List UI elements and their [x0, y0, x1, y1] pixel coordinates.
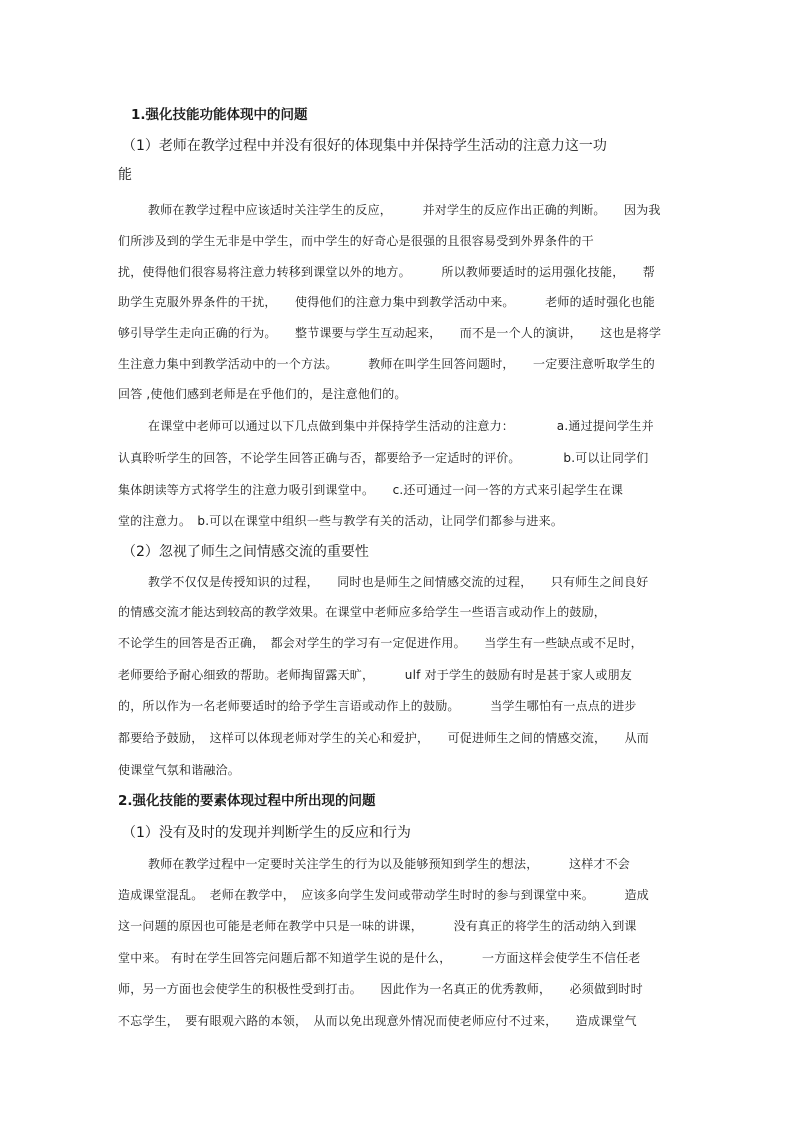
- paragraph-line: 老师要给予耐心细致的帮助。老师掏留露天旷， ulf 对于学生的鼓励有时是甚于家人或朋友: [118, 668, 632, 682]
- paragraph-line: 的，所以作为一名老师要适时的给予学生言语或动作上的鼓励。 当学生哪怕有一点点的进步: [118, 699, 637, 713]
- subsection-heading-1-2: （2）忽视了师生之间情感交流的重要性: [122, 544, 369, 560]
- section-heading-2: 2.强化技能的要素体现过程中所出现的问题: [118, 793, 376, 809]
- paragraph-line: 堂中来。 有时在学生回答完问题后都不知道学生说的是什么， 一方面这样会使学生不信任老: [118, 951, 641, 965]
- paragraph-line: 扰，使得他们很容易将注意力转移到课堂以外的地方。 所以教师要适时的运用强化技能， 帮: [118, 265, 656, 279]
- paragraph-line: 集体朗读等方式将学生的注意力吸引到课堂中。 c.还可通过一问一答的方式来引起学生在课: [118, 483, 624, 497]
- paragraph-line: 够引导学生走向正确的行为。 整节课要与学生互动起来， 而不是一个人的演讲， 这也是将学: [118, 326, 662, 340]
- paragraph-line: 助学生克服外界条件的干扰， 使得他们的注意力集中到教学活动中来。 老师的适时强化也能: [118, 295, 656, 309]
- paragraph-line: 在课堂中老师可以通过以下几点做到集中并保持学生活动的注意力： a.通过提问学生并: [148, 419, 654, 433]
- subsection-heading-1-1: （1）老师在教学过程中并没有很好的体现集中并保持学生活动的注意力这一功: [122, 138, 607, 154]
- paragraph-line: 教师在教学过程中一定要时关注学生的行为以及能够预知到学生的想法， 这样才不会: [148, 857, 631, 871]
- paragraph-line: 师，另一方面也会使学生的积极性受到打击。 因此作为一名真正的优秀教师， 必须做到时时: [118, 982, 643, 996]
- paragraph-line: 生注意力集中到教学活动中的一个方法。 教师在叫学生回答问题时， 一定要注意听取学生的: [118, 357, 656, 371]
- paragraph-line: 堂的注意力。 b.可以在课堂中组织一些与教学有关的活动，让同学们都参与进来。: [118, 514, 564, 528]
- paragraph-line: 使课堂气氛和谐融洽。: [118, 763, 241, 777]
- subsection-heading-1-1-continued: 能: [118, 167, 132, 183]
- section-heading-1: 1.强化技能功能体现中的问题: [131, 107, 308, 123]
- paragraph-line: 都要给予鼓励， 这样可以体现老师对学生的关心和爱护， 可促进师生之间的情感交流， 从而: [118, 731, 650, 745]
- paragraph-line: 回答 ,使他们感到老师是在乎他们的，是注意他们的。: [118, 387, 407, 401]
- paragraph-line: 教师在教学过程中应该适时关注学生的反应， 并对学生的反应作出正确的判断。 因为我: [148, 203, 661, 217]
- paragraph-line: 不论学生的回答是否正确， 都会对学生的学习有一定促进作用。 当学生有一些缺点或不足时，: [118, 636, 643, 650]
- paragraph-line: 不忘学生， 要有眼观六路的本领， 从而以免出现意外情况而使老师应付不过来， 造成课堂气: [118, 1014, 637, 1028]
- paragraph-line: 这一问题的原因也可能是老师在教学中只是一味的讲课， 没有真正的将学生的活动纳入到课: [118, 919, 637, 933]
- paragraph-line: 们所涉及到的学生无非是中学生，而中学生的好奇心是很强的且很容易受到外界条件的干: [118, 234, 594, 248]
- subsection-heading-2-1: （1）没有及时的发现并判断学生的反应和行为: [122, 825, 411, 841]
- paragraph-line: 认真聆听学生的回答，不论学生回答正确与否，都要给予一定适时的评价。 b.可以让同学们: [118, 451, 649, 465]
- paragraph-line: 的情感交流才能达到较高的教学效果。在课堂中老师应多给学生一些语言或动作上的鼓励，: [118, 605, 607, 619]
- paragraph-line: 造成课堂混乱。 老师在教学中， 应该多向学生发问或带动学生时时的参与到课堂中来。 造成: [118, 888, 650, 902]
- paragraph-line: 教学不仅仅是传授知识的过程， 同时也是师生之间情感交流的过程， 只有师生之间良好: [148, 575, 649, 589]
